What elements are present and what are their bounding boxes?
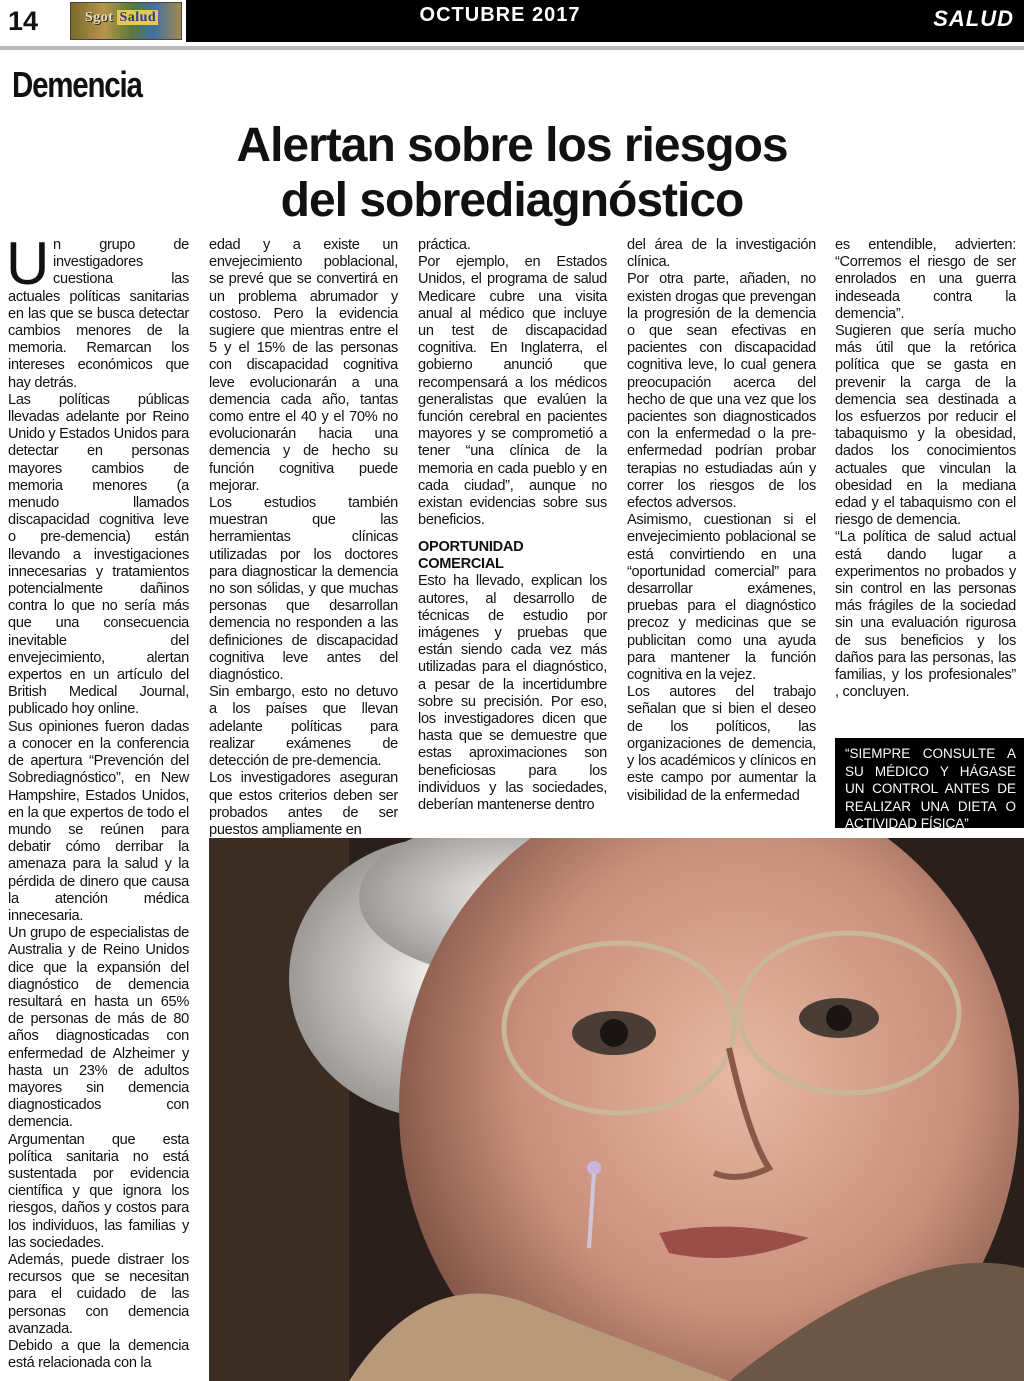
paragraph: edad y a existe un envejecimiento poblacional, se prevé que se convertirá en un problema abrumador y costoso. Pero la evidencia sugiere que mientras entre el 5 y el 15% de las personas con discapacidad cognitiva leve evolucionarán a una demencia cada año, tantas como entre el 40 y el 70% no evolucionarán hacia una demencia y de hecho su función cognitiva puede mejorar. [209,237,398,494]
paragraph: Los autores del trabajo señalan que si bien el deseo de los políticos, las organizaciones de demencia, y los académicos y clínicos en este campo por aumentar la visibilidad de la enfermedad [627,684,816,804]
header-rule [0,46,1024,50]
paragraph: Por ejemplo, en Estados Unidos, el programa de salud Medicare cubre una visita anual al médico que incluye un test de discapacidad cognitiva. En Inglaterra, el gobierno anunció que recompensará a los médicos generalistas que evalúen la función cerebral en pacientes mayores y se comprometió a tener “una clínica de la memoria en cada pueblo y en cada ciudad”, aunque no existan evidencias sobre sus beneficios. [418,254,607,529]
section-logo [70,2,182,40]
drop-cap: U [6,230,50,297]
issue-date: OCTUBRE 2017 [419,4,581,26]
paragraph: Los investigadores aseguran que estos criterios deben ser probados antes de ser puestos ampliamente en [209,770,398,838]
subheading: OPORTUNIDAD COMERCIAL [418,539,524,573]
paragraph: Argumentan que esta política sanitaria no está sustentada por evidencia científica y que ignora los riesgos, daños y costos para los individuos, las familias y las sociedades. [8,1131,189,1251]
paragraph: n grupo de investigadores cuestiona las actuales políticas sanitarias en las que se busca detectar cambios menores de la memoria. Remarcan los intereses económicos que hay detrás. [8,237,189,391]
paragraph: Sin embargo, esto no detuvo a los países que llevan adelante políticas para realizar exámenes de detección de pre-demencia. [209,684,398,770]
column-3 [418,237,607,814]
paragraph: “La política de salud actual está dando lugar a experimentos no probados y sin control en las personas más frágiles de la sociedad sin una evaluación rigurosa de sus beneficios y los daños para las personas, las familias, y los profesionales” , concluyen. [835,529,1016,701]
paragraph: Los estudios también muestran que las herramientas clínicas utilizadas por los doctores para diagnosticar la demencia no son sólidas, y que muchas personas que desarrollan demencia no responden a las definiciones de discapacidad cognitiva leve antes del diagnóstico. [209,495,398,684]
page-number: 14 [0,0,66,42]
paragraph: Asimismo, cuestionan si el envejecimiento poblacional se está convirtiendo en una “oportunidad comercial” para desarrollar exámenes, pruebas para el diagnóstico precoz y medicinas que se publicitan como una ayuda para mantener la función cognitiva en la vejez. [627,512,816,684]
header-bar [0,0,1024,42]
portrait-photo [209,838,1024,1381]
paragraph: Debido a que la demencia está relacionada con la [8,1338,189,1372]
paragraph: Además, puede distraer los recursos que se necesitan para el cuidado de las personas con demencia avanzada. [8,1251,189,1337]
headline [180,118,844,228]
column-1 [6,230,189,1372]
paragraph: Un grupo de especialistas de Australia y de Reino Unidos dice que la expansión del diagnóstico de demencia resultará en hasta un 65% de personas de más de 80 años diagnosticadas con enfermedad de Alzheimer y hasta un 23% de adultos mayores sin demencia diagnosticados con demencia. [8,925,189,1131]
kicker: Demencia [12,64,142,105]
paragraph: Las políticas públicas llevadas adelante por Reino Unido y Estados Unidos para detectar en personas mayores cambios de memoria menores (a menudo llamados discapacidad cognitiva leve o pre-demencia) están llevando a investigaciones innecesarias y tratamientos potencialmente dañinos contra lo que no sería más que una consecuencia inevitable del envejecimiento, alertan expertos en un artículo del British Medical Journal, publicado hoy online. [8,391,189,718]
pull-quote: “SIEMPRE CONSULTE A SU MÉDICO Y HÁGASE UN CONTROL ANTES DE REALIZAR UNA DIETA O ACTIVIDAD FÍSICA” [835,738,1024,828]
column-2 [209,237,398,839]
paragraph: Sugieren que sería mucho más útil que la retórica política que se gasta en prevenir la carga de la demencia sea destinada a los esfuerzos por reducir el tabaquismo y la obesidad, dados los conocimientos actuales que vinculan la obesidad en la mediana edad y el tabaquismo con el riesgo de demencia. [835,323,1016,529]
logo-text-a: Sgot [85,10,114,25]
logo-text-b: Salud [119,10,157,25]
paragraph: Sus opiniones fueron dadas a conocer en la conferencia de apertura “Prevención del Sobrediagnóstico”, en New Hampshire, Estados Unidos, en la que expertos de todo el mundo se reúnen para debatir cómo derribar la amenaza para la salud y la pérdida de dinero que causa la atención médica innecesaria. [8,718,189,924]
section-name: SALUD [933,6,1014,31]
paragraph: es entendible, advierten: “Corremos el riesgo de ser enrolados en una guerra indeseada contra la demencia”. [835,237,1016,322]
paragraph: práctica. [418,237,471,253]
column-5 [835,237,1016,701]
elderly-woman-image [209,838,1024,1381]
paragraph: Esto ha llevado, explican los autores, al desarrollo de técnicas de estudio por imágenes y pruebas que están siendo cada vez más utilizadas para el diagnóstico, a pesar de la incertidumbre sobre su precisión. Por eso, los investigadores dicen que hasta que se demuestre que estas aproximaciones son beneficiosas para los individuos y las sociedades, deberían mantenerse dentro [418,573,607,814]
headline-line-2: del sobrediagnóstico [280,174,744,227]
column-4 [627,237,816,805]
paragraph: Por otra parte, añaden, no existen drogas que prevengan la progresión de la demencia o que sean efectivas en pacientes con discapacidad cognitiva leve, lo cual genera preocupación acerca del hecho de que una vez que los pacientes son diagnosticados con la enfermedad o la pre-enfermedad podrían probar terapias no estudiadas aún y correr los riesgos de los efectos adversos. [627,271,816,512]
paragraph: del área de la investigación clínica. [627,237,816,271]
headline-line-1: Alertan sobre los riesgos [236,119,788,172]
